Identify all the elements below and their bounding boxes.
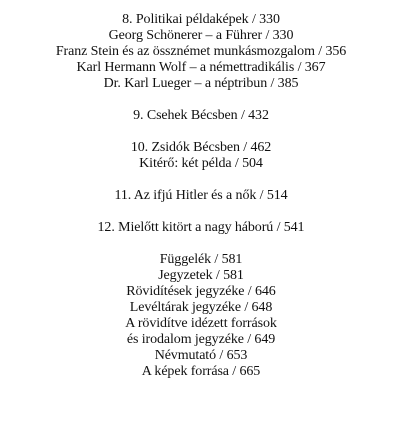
chapter-12-group <box>0 220 402 236</box>
chapter-10-title: 10. Zsidók Bécsben / 462 <box>130 140 272 155</box>
chapter-8-title: 8. Politikai példaképek / 330 <box>122 12 280 27</box>
appendix-group <box>0 252 402 380</box>
appendix-entry: A képek forrása / 665 <box>141 364 261 379</box>
chapter-8-group <box>0 12 402 92</box>
toc-entry: Karl Hermann Wolf – a némettradikális / 367 <box>76 60 326 75</box>
chapter-11-group <box>0 188 402 204</box>
appendix-entry: Névmutató / 653 <box>154 348 248 363</box>
chapter-9-title: 9. Csehek Bécsben / 432 <box>133 108 269 123</box>
chapter-11-title: 11. Az ifjú Hitler és a nők / 514 <box>114 188 288 203</box>
appendix-entry: Levéltárak jegyzéke / 648 <box>129 300 273 315</box>
table-of-contents <box>0 12 402 380</box>
appendix-entry: és irodalom jegyzéke / 649 <box>126 332 276 347</box>
chapter-10-group <box>0 140 402 172</box>
appendix-entry: Rövidítések jegyzéke / 646 <box>126 284 276 299</box>
toc-entry: Kitérő: két példa / 504 <box>139 156 263 171</box>
appendix-entry: A rövidítve idézett források <box>125 316 277 331</box>
toc-entry: Franz Stein és az össznémet munkásmozgalom / 356 <box>55 44 347 59</box>
chapter-12-title: 12. Mielőtt kitört a nagy háború / 541 <box>97 220 305 235</box>
toc-entry: Georg Schönerer – a Führer / 330 <box>108 28 294 43</box>
chapter-9-group <box>0 108 402 124</box>
appendix-entry: Jegyzetek / 581 <box>158 268 244 283</box>
appendix-entry: Függelék / 581 <box>159 252 243 267</box>
toc-entry: Dr. Karl Lueger – a néptribun / 385 <box>103 76 299 91</box>
